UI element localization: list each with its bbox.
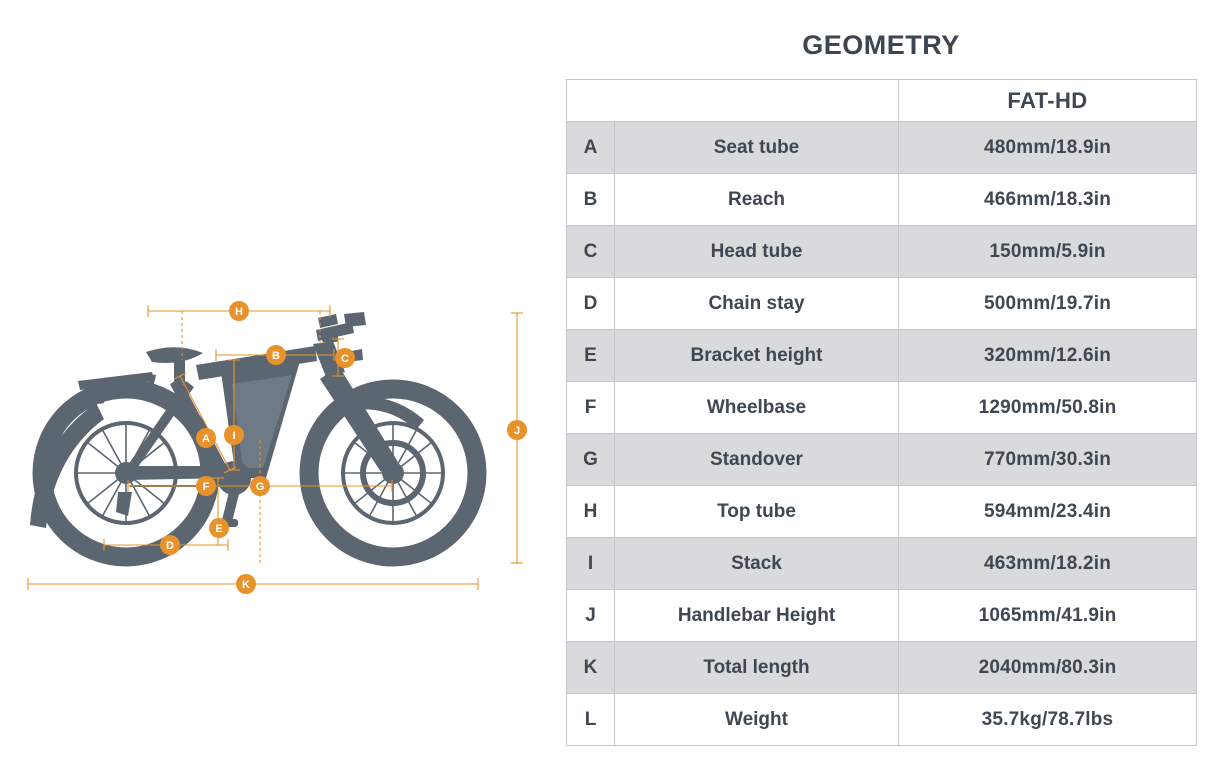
marker-F-label: F	[202, 481, 210, 493]
row-letter: A	[567, 122, 615, 174]
row-value: 480mm/18.9in	[899, 122, 1197, 174]
bike-geometry-diagram	[0, 0, 560, 780]
table-row	[567, 486, 1197, 538]
marker-H	[229, 301, 249, 321]
row-value: 1290mm/50.8in	[899, 382, 1197, 434]
table-header-row	[567, 80, 1197, 122]
row-value: 594mm/23.4in	[899, 486, 1197, 538]
row-letter: C	[567, 226, 615, 278]
table-row	[567, 694, 1197, 746]
row-name: Standover	[615, 434, 899, 486]
marker-J-label: J	[513, 425, 521, 437]
marker-H-label: H	[235, 306, 243, 318]
marker-J	[507, 420, 527, 440]
row-letter: B	[567, 174, 615, 226]
marker-B-label: B	[272, 350, 280, 362]
marker-B	[266, 345, 286, 365]
column-header-spec	[567, 80, 899, 122]
row-value: 500mm/19.7in	[899, 278, 1197, 330]
page-title: GEOMETRY	[802, 30, 960, 60]
table-row	[567, 434, 1197, 486]
row-name: Stack	[615, 538, 899, 590]
row-name: Chain stay	[615, 278, 899, 330]
row-value: 466mm/18.3in	[899, 174, 1197, 226]
row-value: 35.7kg/78.7lbs	[899, 694, 1197, 746]
marker-I-label: I	[232, 430, 236, 442]
marker-A	[196, 428, 216, 448]
row-letter: K	[567, 642, 615, 694]
row-letter: H	[567, 486, 615, 538]
marker-K	[236, 574, 256, 594]
geometry-table	[566, 79, 1197, 746]
row-name: Reach	[615, 174, 899, 226]
marker-G-label: G	[255, 481, 265, 493]
table-row	[567, 122, 1197, 174]
marker-I	[224, 425, 244, 445]
row-letter: J	[567, 590, 615, 642]
table-row	[567, 590, 1197, 642]
bike-silhouette	[30, 312, 477, 557]
row-name: Head tube	[615, 226, 899, 278]
row-letter: L	[567, 694, 615, 746]
table-row	[567, 382, 1197, 434]
table-row	[567, 330, 1197, 382]
marker-F	[196, 476, 216, 496]
marker-G	[250, 476, 270, 496]
table-row	[567, 538, 1197, 590]
row-value: 1065mm/41.9in	[899, 590, 1197, 642]
row-letter: E	[567, 330, 615, 382]
row-letter: I	[567, 538, 615, 590]
row-name: Total length	[615, 642, 899, 694]
column-header-model: FAT-HD	[899, 80, 1197, 122]
row-value: 463mm/18.2in	[899, 538, 1197, 590]
row-letter: F	[567, 382, 615, 434]
row-name: Wheelbase	[615, 382, 899, 434]
table-row	[567, 278, 1197, 330]
marker-C	[335, 348, 355, 368]
marker-D-label: D	[166, 540, 174, 552]
row-value: 2040mm/80.3in	[899, 642, 1197, 694]
row-value: 150mm/5.9in	[899, 226, 1197, 278]
table-row	[567, 642, 1197, 694]
marker-E	[209, 518, 229, 538]
row-name: Seat tube	[615, 122, 899, 174]
row-name: Handlebar Height	[615, 590, 899, 642]
table-row	[567, 174, 1197, 226]
geometry-table-pane	[560, 0, 1214, 780]
row-letter: G	[567, 434, 615, 486]
marker-E-label: E	[215, 523, 223, 535]
table-head	[567, 80, 1197, 122]
row-letter: D	[567, 278, 615, 330]
row-name: Top tube	[615, 486, 899, 538]
table-body	[567, 122, 1197, 746]
row-value: 770mm/30.3in	[899, 434, 1197, 486]
marker-A-label: A	[202, 433, 210, 445]
marker-K-label: K	[242, 579, 250, 591]
bike-diagram-pane	[0, 0, 560, 780]
row-name: Weight	[615, 694, 899, 746]
row-value: 320mm/12.6in	[899, 330, 1197, 382]
marker-C-label: C	[341, 353, 349, 365]
marker-D	[160, 535, 180, 555]
row-name: Bracket height	[615, 330, 899, 382]
table-row	[567, 226, 1197, 278]
